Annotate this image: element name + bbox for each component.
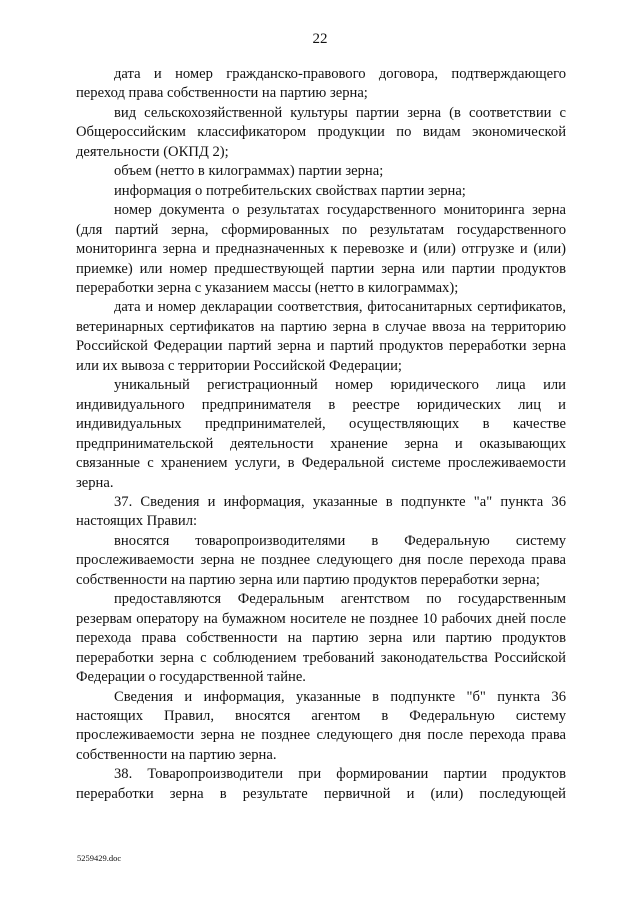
paragraph-contract-date: дата и номер гражданско-правового договора, подтверждающего переход права собственности на партию зерна; <box>76 66 566 102</box>
file-name-footer: 5259429.doc <box>77 853 122 863</box>
paragraph-clause-37: 37. Сведения и информация, указанные в подпункте "а" пункта 36 настоящих Правил: <box>76 493 566 530</box>
paragraph-declaration-certificates: дата и номер декларации соответствия, фитосанитарных сертификатов, ветеринарных сертификатов на партию зерна в случае ввоза на территорию Российской Федерации партий зерна и партий продуктов переработки зерна или их вывоза с территории Российской Федерации; <box>76 299 566 374</box>
paragraph-monitoring-document: номер документа о результатах государственного мониторинга зерна (для партий зерна, сформированных по результатам государственного мониторинга зерна и предназначенных к перевозке и (или) отгрузке и (или) приемке) или номер предшествующей партии зерна или партии продуктов переработки зерна с указанием массы (нетто в килограммах); <box>76 202 566 296</box>
paragraph-crop-type: вид сельскохозяйственной культуры партии зерна (в соответствии с Общероссийским классификатором продукции по видам экономической деятельности (ОКПД 2); <box>76 104 566 160</box>
paragraph-subclause-b: Сведения и информация, указанные в подпункте "б" пункта 36 настоящих Правил, вносятся агентом в Федеральную систему прослеживаемости зерна не позднее следующего дня после перехода права собственности на партию зерна. <box>76 688 566 763</box>
paragraph-registration-number: уникальный регистрационный номер юридического лица или индивидуального предпринимателя в реестре юридических лиц и индивидуальных предпринимателей, осуществляющих в качестве предпринимательской деятельности хранение зерна и оказывающих связанные с хранением услуги, в Федеральной системе прослеживаемости зерна. <box>76 377 566 491</box>
paragraph-consumer-properties: информация о потребительских свойствах партии зерна; <box>114 182 466 199</box>
paragraph-federal-agency: предоставляются Федеральным агентством по государственным резервам оператору на бумажном носителе не позднее 10 рабочих дней после перехода права собственности на партию зерна или партию продуктов переработки зерна с соблюдением требований законодательства Российской Федерации о государственной тайне. <box>76 591 566 686</box>
document-body <box>76 65 566 804</box>
paragraph-clause-38: 38. Товаропроизводители при формировании партии продуктов переработки зерна в результате первичной и (или) последующей <box>76 766 566 802</box>
paragraph-net-volume: объем (нетто в килограммах) партии зерна; <box>114 163 384 180</box>
page-number: 22 <box>312 31 328 47</box>
paragraph-entered-by-producers: вносятся товаропроизводителями в Федеральную систему прослеживаемости зерна не позднее следующего дня после перехода права собственности на партию зерна или партию продуктов переработки зерна; <box>76 532 566 588</box>
